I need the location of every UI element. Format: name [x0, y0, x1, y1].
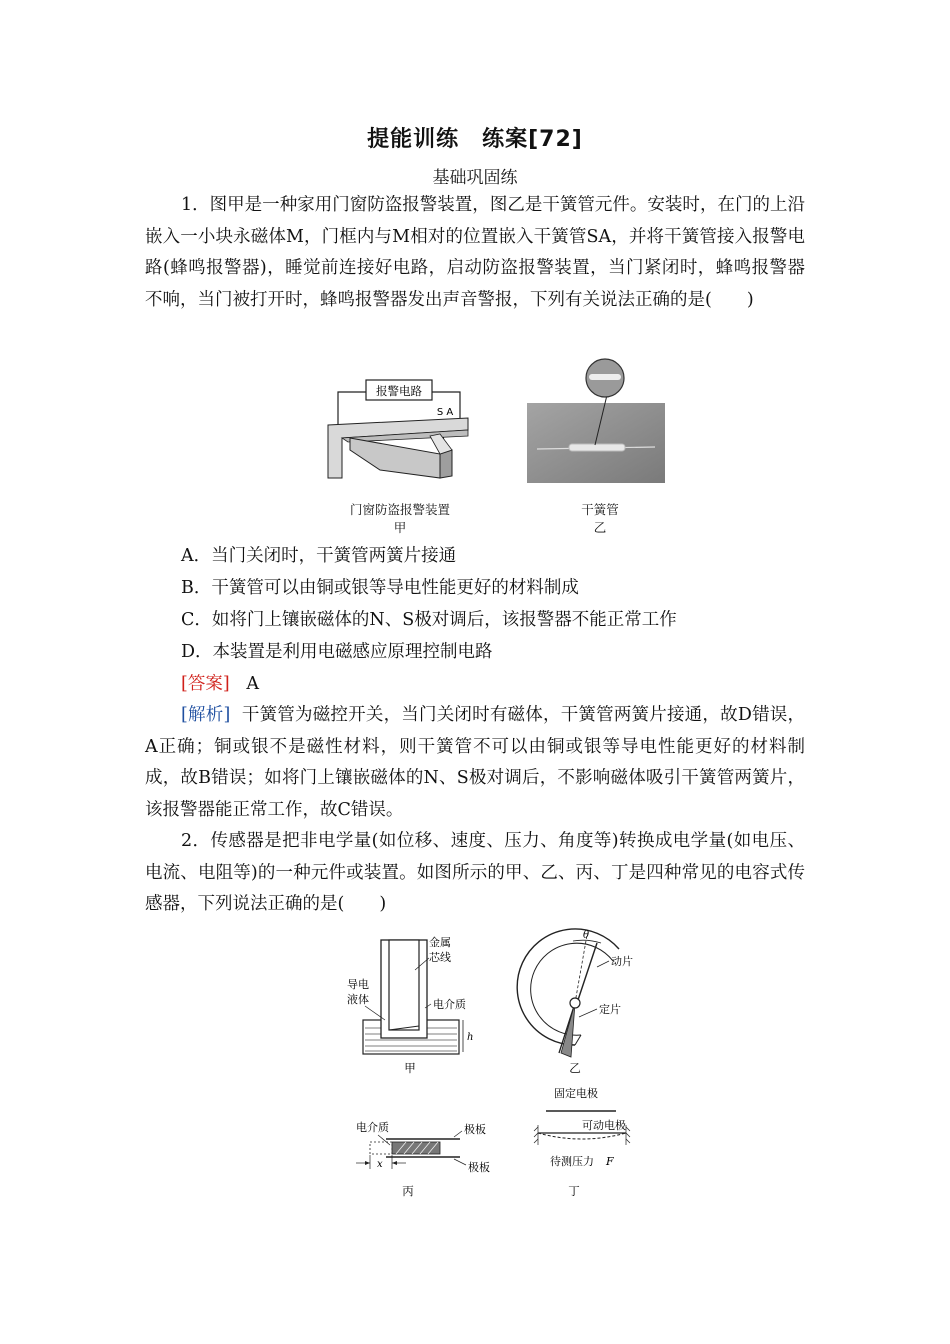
q2-figure-jia: [345, 930, 475, 1080]
plate-bottom-label: 极板: [468, 1161, 490, 1174]
q2-figure-ding: [530, 1083, 640, 1203]
sa-label: S A: [436, 407, 454, 418]
q1-option-a: A．当门关闭时，干簧管两簧片接通: [181, 546, 457, 566]
pressure-label: 待测压力: [550, 1155, 594, 1168]
q2-figure-bing: [350, 1115, 510, 1205]
liquid-label-2: 液体: [347, 993, 369, 1006]
page-title: 提能训练 练案[72]: [367, 127, 583, 152]
alarm-circuit-label: 报警电路: [376, 384, 422, 398]
liquid-label-1: 导电: [347, 978, 369, 991]
section-subtitle: 基础巩固练: [432, 168, 518, 188]
q1-analysis: [145, 700, 805, 826]
answer-value: A: [246, 674, 259, 694]
answer-tag: [答案]: [181, 674, 230, 694]
q1-stem: 1．图甲是一种家用门窗防盗报警装置，图乙是干簧管元件。安装时，在门的上沿嵌入一小块永磁体M，门框内与M相对的位置嵌入干簧管SA，并将干簧管接入报警电路(蜂鸣报警器)，睡觉前连接好电路，启动防盗报警装置，当门紧闭时，蜂鸣报警器不响，当门被打开时，蜂鸣报警器发出声音警报，下列有关说法正确的是( ): [145, 195, 805, 310]
q2-stem: 2．传感器是把非电学量(如位移、速度、压力、角度等)转换成电学量(如电压、电流、电阻等)的一种元件或装置。如图所示的甲、乙、丙、丁是四种常见的电容式传感器，下列说法正确的是( ): [145, 831, 805, 915]
x-label: x: [377, 1159, 383, 1170]
q1-fig-yi-sub: 乙: [593, 520, 607, 535]
q1-fig-jia-caption: 门窗防盗报警装置: [349, 502, 450, 517]
q1-fig-jia-sub: 甲: [393, 520, 407, 535]
q2-figure-yi: [515, 925, 655, 1080]
dielectric-label: 电介质: [433, 998, 466, 1011]
q1-answer: [181, 669, 259, 700]
theta-label: θ: [583, 930, 590, 941]
q2-fig-yi-caption: 乙: [569, 1061, 581, 1075]
force-f-label: F: [606, 1155, 614, 1168]
q2-fig-ding-caption: 丁: [568, 1184, 580, 1198]
analysis-text: 干簧管为磁控开关，当门关闭时有磁体，干簧管两簧片接通，故D错误，A正确；铜或银不是磁性材料，则干簧管不可以由铜或银等导电性能更好的材料制成，故B错误；如将门上镶嵌磁体的N、S极对调后，不影响磁体吸引干簧管两簧片，该报警器能正常工作，故C错误。: [145, 705, 805, 820]
q2-fig-bing-caption: 丙: [402, 1184, 414, 1198]
metal-core-label-1: 金属: [429, 936, 451, 949]
q1-option-c: C．如将门上镶嵌磁体的N、S极对调后，该报警器不能正常工作: [181, 610, 677, 630]
q1-option-b: B．干簧管可以由铜或银等导电性能更好的材料制成: [181, 578, 579, 598]
q1-figure-jia: [320, 370, 470, 482]
q1-figure-yi: [525, 357, 667, 485]
movable-electrode-label: 可动电极: [582, 1119, 626, 1132]
metal-core-label-2: 芯线: [429, 951, 451, 964]
q1-option-d: D．本装置是利用电磁感应原理控制电路: [181, 642, 493, 662]
q1-fig-yi-caption: 干簧管: [581, 502, 619, 517]
plate-top-label: 极板: [464, 1123, 486, 1136]
fixed-electrode-label: 固定电极: [554, 1087, 598, 1100]
moving-plate-label: 动片: [611, 955, 633, 968]
analysis-tag: [解析]: [181, 705, 231, 725]
q2-fig-jia-caption: 甲: [404, 1061, 416, 1075]
fixed-plate-label: 定片: [599, 1003, 621, 1016]
h-label: h: [467, 1032, 474, 1043]
bing-dielectric-label: 电介质: [356, 1121, 389, 1134]
